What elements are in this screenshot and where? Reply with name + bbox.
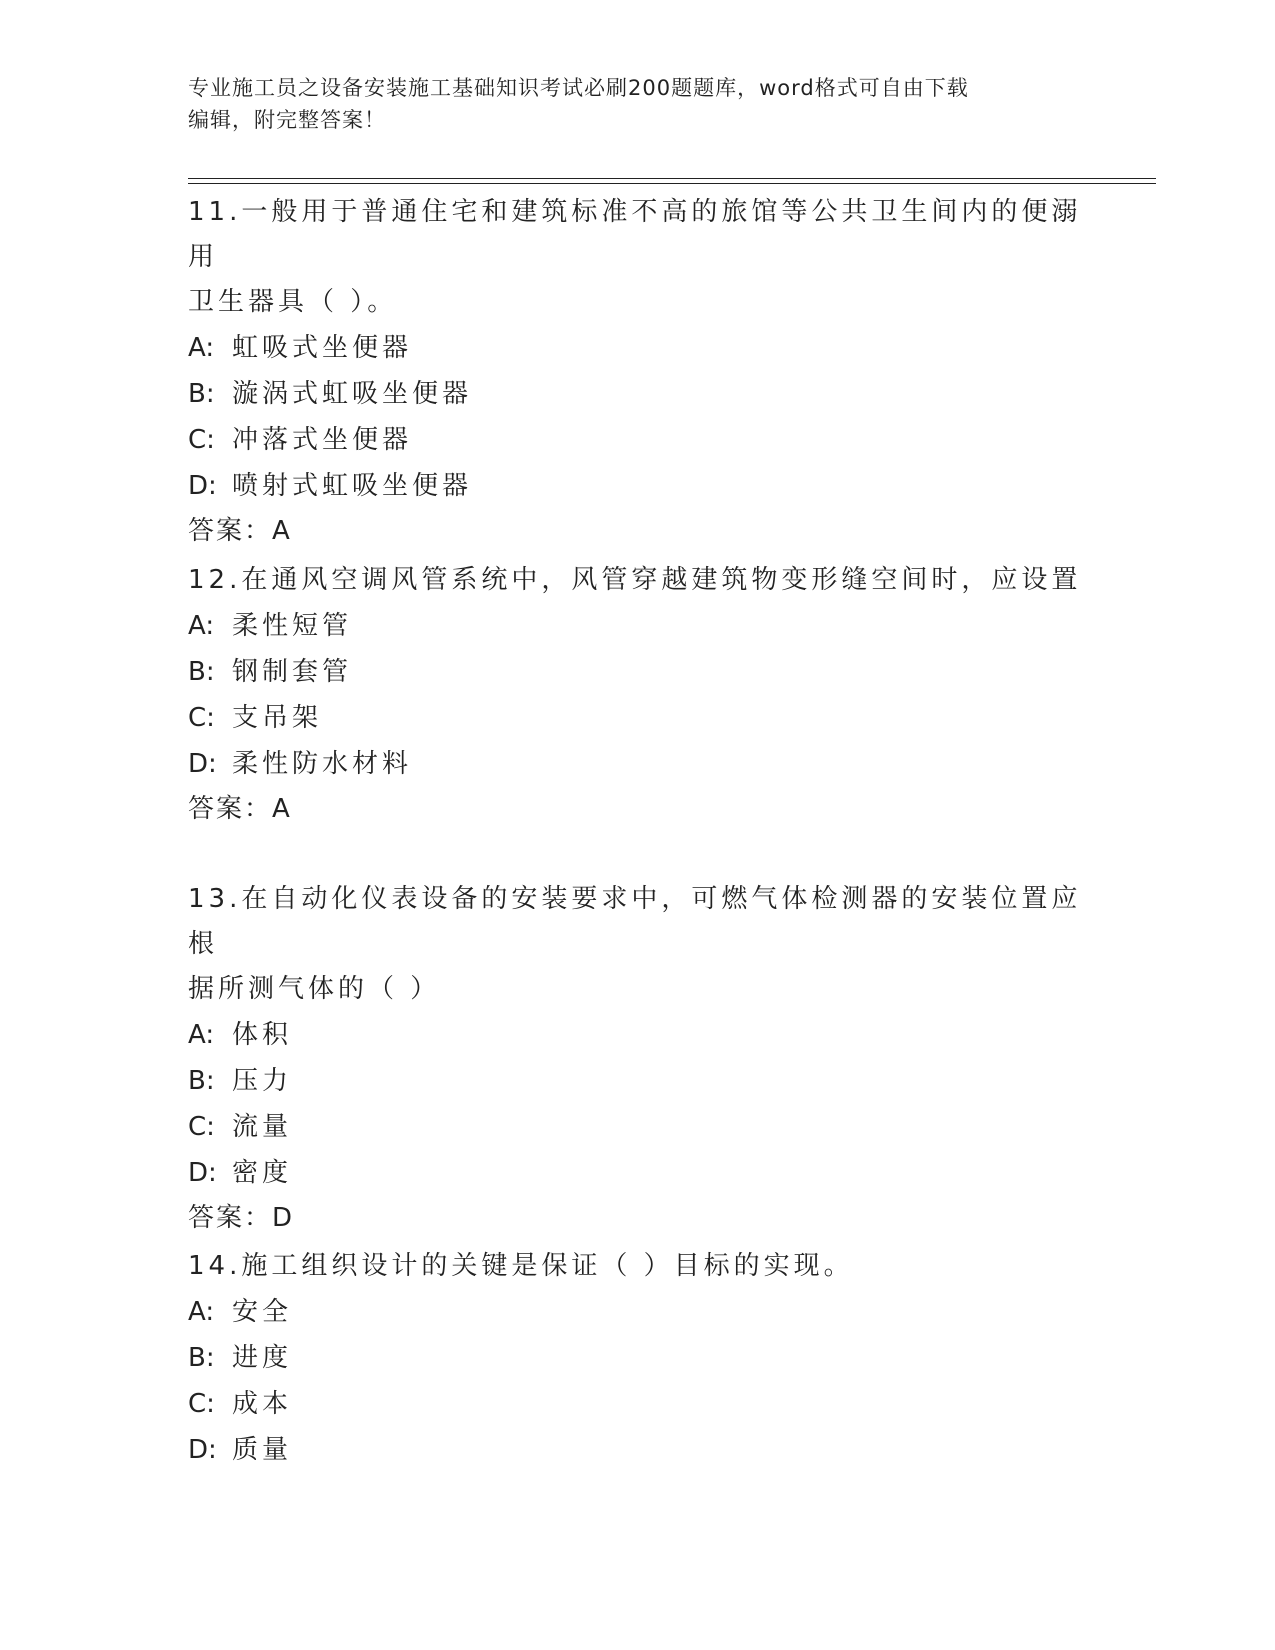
question-stem	[188, 190, 1088, 280]
option-text: 冲落式坐便器	[232, 425, 413, 455]
option-text: 质量	[232, 1435, 293, 1465]
option-key: B:	[188, 1066, 215, 1096]
question-text: 一般用于普通住宅和建筑标准不高的旅馆等公共卫生间内的便溺用	[188, 197, 1082, 272]
option-key: C:	[188, 703, 215, 733]
question-number: 11.	[188, 197, 242, 227]
option-d	[188, 1427, 1088, 1473]
option-d	[188, 463, 1088, 509]
option-key: D:	[188, 1158, 217, 1188]
question-text-continued: 卫生器具（ ）。	[188, 287, 398, 317]
option-text: 进度	[232, 1343, 293, 1373]
option-c	[188, 1104, 1088, 1150]
option-key: D:	[188, 1435, 217, 1465]
answer-value: A	[272, 794, 290, 824]
question-text: 施工组织设计的关键是保证（ ）目标的实现。	[241, 1251, 854, 1281]
option-d	[188, 1150, 1088, 1196]
header-line-1: 专业施工员之设备安装施工基础知识考试必刷200题题库，word格式可自由下载	[188, 76, 969, 100]
option-a	[188, 1289, 1088, 1335]
option-c	[188, 417, 1088, 463]
option-text: 柔性防水材料	[232, 749, 413, 779]
option-text: 体积	[232, 1020, 293, 1050]
option-key: B:	[188, 1343, 215, 1373]
question-number: 14.	[188, 1251, 242, 1281]
answer-value: A	[272, 516, 290, 546]
question-11	[188, 190, 1088, 554]
option-text: 成本	[232, 1389, 293, 1419]
option-a	[188, 603, 1088, 649]
option-key: C:	[188, 1389, 215, 1419]
option-c	[188, 1381, 1088, 1427]
option-b	[188, 649, 1088, 695]
answer-label: 答案：	[188, 516, 273, 546]
question-text: 在自动化仪表设备的安装要求中，可燃气体检测器的安装位置应根	[188, 884, 1082, 959]
option-b	[188, 1058, 1088, 1104]
header-line-2: 编辑，附完整答案！	[188, 108, 386, 132]
option-text: 柔性短管	[232, 611, 353, 641]
option-text: 压力	[232, 1066, 293, 1096]
question-12	[188, 558, 1088, 832]
option-key: A:	[188, 1297, 215, 1327]
option-key: A:	[188, 333, 215, 363]
option-text: 流量	[232, 1112, 293, 1142]
option-text: 密度	[232, 1158, 293, 1188]
question-text: 在通风空调风管系统中，风管穿越建筑物变形缝空间时，应设置	[241, 565, 1082, 595]
option-key: D:	[188, 749, 217, 779]
answer-line	[188, 1196, 1088, 1241]
question-14	[188, 1244, 1088, 1473]
option-key: B:	[188, 657, 215, 687]
option-b	[188, 1335, 1088, 1381]
option-key: D:	[188, 471, 217, 501]
option-key: C:	[188, 425, 215, 455]
option-text: 喷射式虹吸坐便器	[232, 471, 473, 501]
question-number: 12.	[188, 565, 242, 595]
option-key: A:	[188, 611, 215, 641]
option-c	[188, 695, 1088, 741]
answer-line	[188, 509, 1088, 554]
option-text: 支吊架	[232, 703, 323, 733]
question-number: 13.	[188, 884, 242, 914]
option-b	[188, 371, 1088, 417]
document-header	[188, 72, 1068, 136]
option-text: 钢制套管	[232, 657, 353, 687]
option-a	[188, 1012, 1088, 1058]
question-stem	[188, 877, 1088, 967]
option-key: C:	[188, 1112, 215, 1142]
option-text: 安全	[232, 1297, 293, 1327]
option-key: A:	[188, 1020, 215, 1050]
option-key: B:	[188, 379, 215, 409]
option-a	[188, 325, 1088, 371]
option-text: 虹吸式坐便器	[232, 333, 413, 363]
question-text-continued: 据所测气体的（ ）	[188, 974, 441, 1004]
header-divider-bottom	[188, 183, 1156, 184]
answer-value: D	[272, 1203, 293, 1233]
answer-line	[188, 787, 1088, 832]
option-text: 漩涡式虹吸坐便器	[232, 379, 473, 409]
answer-label: 答案：	[188, 1203, 273, 1233]
answer-label: 答案：	[188, 794, 273, 824]
option-d	[188, 741, 1088, 787]
question-13	[188, 877, 1088, 1241]
question-stem	[188, 558, 1088, 603]
question-stem	[188, 1244, 1088, 1289]
header-divider-top	[188, 178, 1156, 179]
